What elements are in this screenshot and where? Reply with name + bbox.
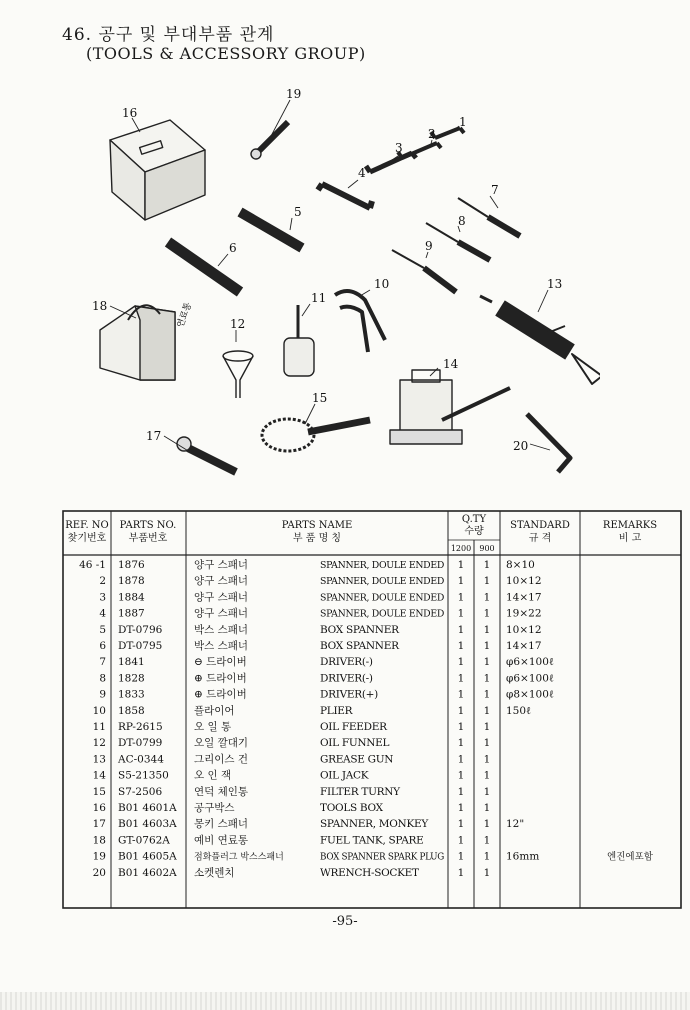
callout-1: 1 [459, 115, 467, 129]
cell-name-ko: 양구 스패너 [194, 559, 249, 571]
oil-feeder-drawing [284, 305, 314, 376]
cell-name-ko: 연덕 체인통 [194, 785, 249, 798]
cell-standard: 14×17 [506, 640, 542, 652]
table-row [93, 801, 491, 814]
monkey-spanner-drawing [177, 437, 236, 472]
cell-standard: 16mm [506, 850, 540, 863]
cell-qty-1200: 1 [457, 672, 465, 685]
cell-name-en: SPANNER, DOULE ENDED [320, 609, 445, 620]
cell-remarks: 엔진에포함 [607, 851, 653, 863]
cell-standard: φ6×100ℓ [506, 656, 554, 669]
cell-ref-no: 19 [92, 850, 106, 863]
cell-qty-1200: 1 [457, 818, 465, 831]
cell-part-no: 1884 [118, 591, 145, 604]
cell-qty-900: 1 [483, 818, 491, 831]
cell-ref-no: 18 [92, 834, 106, 847]
callout-10: 10 [374, 277, 390, 291]
grease-gun-drawing [480, 296, 600, 384]
fuel-tank-drawing [100, 305, 175, 380]
header-parts-no-ko: 부품번호 [128, 533, 168, 544]
callout-14: 14 [443, 357, 459, 371]
cell-qty-1200: 1 [457, 688, 465, 701]
table-row [93, 752, 491, 765]
cell-qty-1200: 1 [457, 785, 465, 798]
cell-qty-1200: 1 [457, 737, 465, 750]
cell-part-no: B01 4605A [118, 850, 177, 863]
cell-name-ko: 오 일 통 [194, 721, 232, 733]
cell-name-ko: 공구박스 [194, 802, 235, 814]
oil-jack-drawing [390, 370, 510, 444]
cell-name-ko: ⊕ 드라이버 [194, 672, 247, 685]
callout-13: 13 [547, 277, 563, 291]
cell-part-no: RP-2615 [118, 721, 163, 733]
cell-part-no: S7-2506 [118, 785, 163, 798]
cell-standard: 10×12 [506, 623, 542, 636]
header-qty-1200: 1200 [450, 544, 472, 553]
cell-name-en: GREASE GUN [320, 753, 394, 766]
cell-part-no: 1828 [118, 672, 145, 685]
cell-qty-1200: 1 [457, 704, 465, 717]
callout-19: 19 [286, 87, 302, 101]
cell-qty-900: 1 [483, 704, 491, 717]
tool-box-drawing [110, 120, 205, 220]
header-parts-name: PARTS NAME [281, 520, 353, 531]
oil-funnel-drawing [223, 351, 253, 398]
cell-qty-900: 1 [483, 753, 491, 766]
cell-name-en: BOX SPANNER [320, 623, 399, 636]
cell-qty-900: 1 [483, 559, 491, 571]
table-row [99, 639, 541, 652]
callout-20: 20 [513, 439, 529, 453]
cell-name-ko: 점화플러그 박스스패너 [194, 852, 284, 863]
header-standard-ko: 규 격 [528, 533, 552, 544]
table-row [99, 590, 541, 603]
cell-qty-900: 1 [483, 802, 491, 814]
cell-name-en: BOX SPANNER [320, 640, 399, 652]
cell-name-ko: 박스 스패너 [194, 640, 249, 652]
cell-standard: 150ℓ [506, 704, 532, 717]
table-row [79, 558, 535, 571]
cell-ref-no: 20 [92, 866, 106, 879]
cell-standard: φ6×100ℓ [506, 672, 554, 685]
header-remarks: REMARKS [602, 520, 658, 531]
table-row [93, 785, 491, 798]
cell-qty-1200: 1 [457, 753, 465, 766]
cell-part-no: 1858 [118, 704, 145, 717]
cell-name-ko: 박스 스패너 [194, 623, 249, 636]
table-row [93, 833, 491, 846]
callout-16: 16 [122, 106, 138, 120]
cell-ref-no: 13 [92, 753, 106, 766]
cell-qty-900: 1 [483, 591, 491, 604]
cell-standard: 10×12 [506, 575, 542, 588]
cell-name-en: SPANNER, DOULE ENDED [320, 593, 445, 604]
cell-ref-no: 17 [92, 818, 106, 831]
cell-qty-900: 1 [483, 737, 491, 750]
cell-qty-1200: 1 [457, 559, 465, 571]
cell-ref-no: 15 [92, 785, 106, 798]
cell-ref-no: 8 [99, 672, 106, 685]
cell-qty-900: 1 [483, 656, 491, 669]
cell-name-ko: 소켓렌치 [194, 866, 235, 879]
cell-name-ko: 예비 연료통 [194, 834, 249, 847]
socket-wrench-drawing [527, 414, 570, 472]
header-standard: STANDARD [510, 520, 570, 531]
spark-plug-spanner-drawing [251, 122, 288, 159]
cell-standard: φ8×100ℓ [506, 688, 554, 701]
callout-12: 12 [230, 317, 246, 331]
cell-qty-900: 1 [483, 575, 491, 588]
table-row [99, 688, 554, 701]
cell-qty-1200: 1 [457, 721, 465, 733]
table-row [99, 574, 541, 587]
cell-name-en: DRIVER(-) [320, 672, 373, 685]
header-qty-900: 900 [479, 544, 495, 553]
cell-ref-no: 14 [92, 769, 106, 782]
callout-6: 6 [229, 241, 237, 255]
table-row [93, 736, 491, 749]
header-parts-no: PARTS NO. [119, 520, 177, 531]
table-row [93, 720, 491, 733]
page-title-english: (TOOLS & ACCESSORY GROUP) [86, 44, 366, 63]
table-row [93, 817, 525, 830]
cell-qty-1200: 1 [457, 834, 465, 847]
cell-name-en: BOX SPANNER SPARK PLUG [320, 852, 445, 863]
cell-name-ko: 오일 깔대기 [194, 737, 249, 750]
cell-name-ko: 몽키 스패너 [194, 818, 249, 831]
cell-qty-1200: 1 [457, 802, 465, 814]
cell-ref-no: 16 [92, 802, 106, 814]
header-qty-ko: 수량 [464, 526, 484, 537]
filter-turny-drawing [262, 419, 370, 451]
header-parts-name-ko: 부 품 명 칭 [292, 533, 342, 544]
table-row [93, 866, 491, 879]
cell-name-en: DRIVER(+) [320, 688, 378, 701]
cell-qty-900: 1 [483, 785, 491, 798]
cell-part-no: 1833 [118, 688, 145, 701]
cell-qty-900: 1 [483, 623, 491, 636]
cell-qty-900: 1 [483, 672, 491, 685]
table-body [79, 558, 654, 879]
cell-part-no: 1887 [118, 607, 145, 620]
cell-qty-900: 1 [483, 607, 491, 620]
callout-2: 2 [428, 127, 436, 141]
cell-part-no: GT-0762A [118, 834, 170, 847]
cell-ref-no: 3 [99, 591, 106, 604]
cell-part-no: AC-0344 [118, 753, 164, 766]
callout-5: 5 [294, 205, 302, 219]
cell-name-en: TOOLS BOX [320, 802, 383, 814]
cell-part-no: 1878 [118, 575, 145, 588]
cell-ref-no: 10 [92, 704, 106, 717]
cell-standard: 8×10 [506, 559, 535, 571]
cell-qty-1200: 1 [457, 607, 465, 620]
table-row [99, 671, 554, 684]
cell-qty-900: 1 [483, 850, 491, 863]
callout-17: 17 [146, 429, 162, 443]
box-spanner-10-drawing [240, 212, 302, 248]
callout-11: 11 [311, 291, 327, 305]
cell-standard: 14×17 [506, 591, 542, 604]
cell-qty-1200: 1 [457, 640, 465, 652]
cell-part-no: B01 4602A [118, 866, 177, 879]
cell-qty-1200: 1 [457, 656, 465, 669]
cell-name-en: WRENCH-SOCKET [320, 866, 419, 879]
callout-9: 9 [425, 239, 433, 253]
fuel-tank-label: 연료통 [175, 301, 195, 330]
cell-qty-900: 1 [483, 640, 491, 652]
cell-name-en: DRIVER(-) [320, 656, 373, 669]
page-number: -95- [332, 914, 358, 929]
cell-part-no: B01 4601A [118, 802, 177, 814]
parts-table [62, 510, 682, 910]
cell-name-en: OIL FEEDER [320, 721, 387, 733]
cell-name-en: OIL FUNNEL [320, 737, 390, 750]
callout-4: 4 [358, 166, 366, 180]
cell-ref-no: 12 [92, 737, 106, 750]
cell-part-no: S5-21350 [118, 769, 169, 782]
cell-ref-no: 4 [99, 607, 106, 620]
cell-name-en: FILTER TURNY [320, 785, 400, 798]
cell-name-ko: ⊖ 드라이버 [194, 656, 247, 669]
table-row [93, 851, 654, 863]
table-row [93, 704, 531, 717]
scan-edge-strip [0, 992, 690, 1010]
header-qty: Q.TY [461, 514, 487, 525]
cell-qty-1200: 1 [457, 623, 465, 636]
plier-drawing [335, 291, 385, 352]
cell-ref-no: 6 [99, 640, 106, 652]
callout-3: 3 [395, 141, 403, 155]
cell-name-en: SPANNER, MONKEY [320, 818, 428, 831]
table-row [93, 769, 491, 782]
cell-qty-900: 1 [483, 688, 491, 701]
cell-name-ko: 양구 스패너 [194, 607, 249, 620]
screwdrivers-drawing [392, 198, 520, 292]
header-remarks-ko: 비 고 [618, 533, 642, 544]
cell-part-no: 1876 [118, 559, 145, 571]
page-title-korean: 46. 공구 및 부대부품 관계 [62, 25, 275, 45]
header-ref-no: REF. NO [65, 520, 109, 531]
cell-qty-1200: 1 [457, 769, 465, 782]
cell-qty-1200: 1 [457, 575, 465, 588]
cell-qty-1200: 1 [457, 866, 465, 879]
cell-part-no: 1841 [118, 656, 145, 669]
cell-name-ko: 그리이스 건 [194, 753, 249, 766]
table-row [99, 655, 554, 668]
cell-name-ko: 오 인 잭 [194, 769, 232, 782]
cell-ref-no: 9 [99, 688, 106, 701]
cell-ref-no: 2 [99, 575, 106, 588]
cell-qty-900: 1 [483, 866, 491, 879]
cell-name-ko: 양구 스패너 [194, 575, 249, 588]
cell-qty-900: 1 [483, 721, 491, 733]
cell-ref-no: 11 [92, 721, 106, 733]
callout-8: 8 [458, 214, 466, 228]
cell-qty-900: 1 [483, 769, 491, 782]
callout-15: 15 [312, 391, 328, 405]
cell-ref-no: 7 [99, 656, 106, 669]
cell-ref-no: 5 [99, 623, 106, 636]
cell-part-no: DT-0796 [118, 623, 163, 636]
double-ended-spanners-drawing [318, 128, 464, 208]
table-row [99, 607, 541, 620]
cell-name-en: OIL JACK [320, 769, 369, 782]
cell-standard: 19×22 [506, 607, 542, 620]
callout-18: 18 [92, 299, 108, 313]
cell-name-en: FUEL TANK, SPARE [320, 834, 424, 847]
cell-part-no: DT-0795 [118, 640, 163, 652]
callout-7: 7 [491, 183, 499, 197]
table-row [99, 623, 541, 636]
tools-illustration [40, 80, 600, 480]
cell-name-en: SPANNER, DOULE ENDED [320, 577, 445, 588]
cell-part-no: B01 4603A [118, 818, 177, 831]
cell-name-ko: 양구 스패너 [194, 591, 249, 604]
cell-qty-1200: 1 [457, 591, 465, 604]
cell-qty-1200: 1 [457, 850, 465, 863]
cell-part-no: DT-0799 [118, 737, 163, 750]
cell-qty-900: 1 [483, 834, 491, 847]
cell-name-ko: 플라이어 [194, 704, 235, 717]
header-ref-no-ko: 찾기번호 [67, 533, 107, 544]
cell-name-en: PLIER [320, 704, 353, 717]
cell-name-en: SPANNER, DOULE ENDED [320, 561, 445, 571]
cell-standard: 12" [506, 818, 525, 831]
cell-ref-no: 46 -1 [79, 559, 106, 571]
cell-name-ko: ⊕ 드라이버 [194, 688, 247, 701]
